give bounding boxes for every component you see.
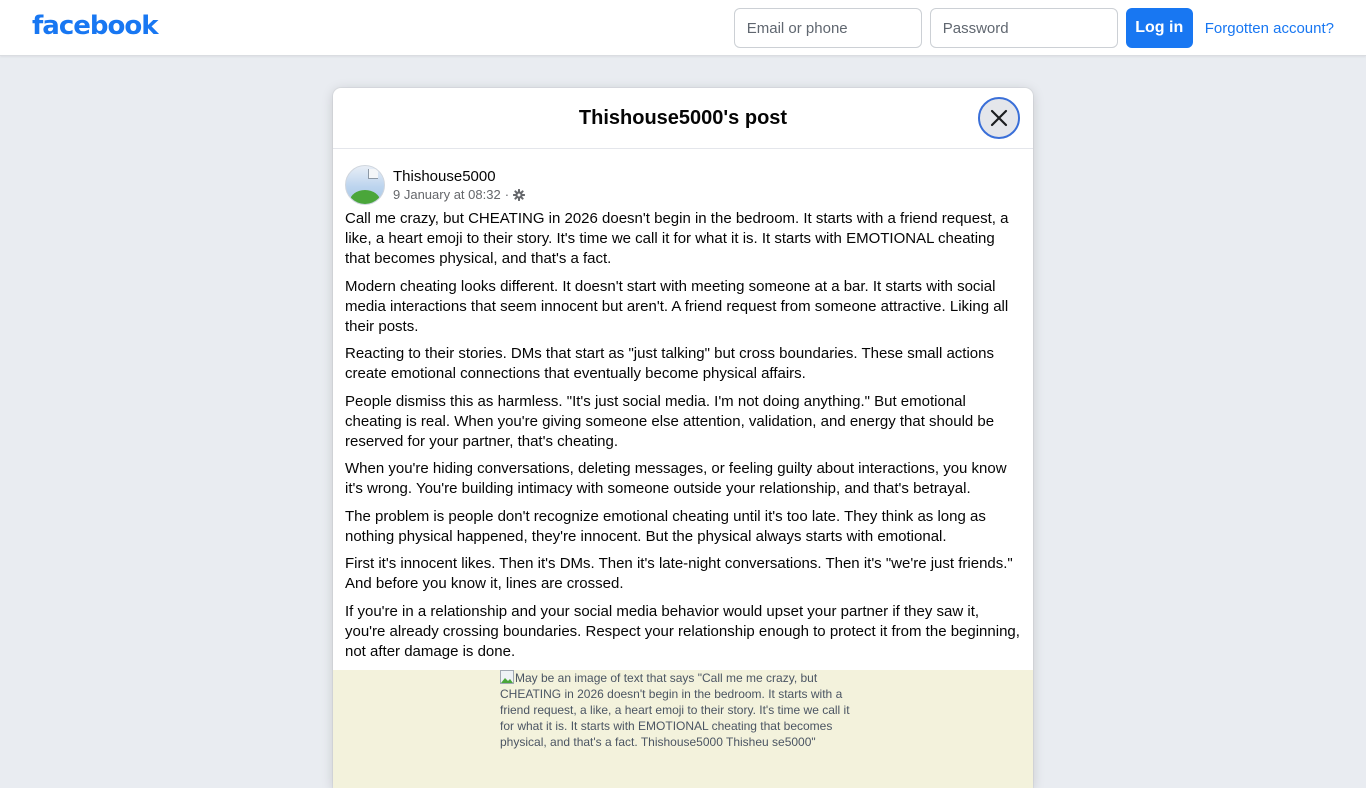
author-name[interactable]: Thishouse5000 [393, 167, 496, 185]
close-icon [990, 109, 1008, 127]
avatar[interactable] [345, 165, 385, 205]
post-paragraph: Modern cheating looks different. It doesn't start with meeting someone at a bar. It starts with social media interactions that seem innocent but aren't. A friend request from someone attractive. Liking all their posts. [345, 277, 1009, 335]
post-paragraph: Reacting to their stories. DMs that start as "just talking" but cross boundaries. These small actions create emotional connections that eventually become physical affairs. [345, 345, 994, 382]
post-paragraph: People dismiss this as harmless. "It's just social media. I'm not doing anything." But emotional cheating is real. When you're giving someone else attention, validation, and energy that should be reserved for your partner, that's cheating. [345, 392, 995, 450]
password-field[interactable] [930, 8, 1118, 48]
dialog-title: Thishouse5000's post [578, 106, 788, 129]
author-block [393, 167, 525, 204]
post-paragraph: The problem is people don't recognize emotional cheating until it's too late. They think as long as nothing physical happened, they're innocent. But the physical always starts with emotional. [345, 507, 986, 545]
top-nav-bar [0, 0, 1366, 56]
post-body [333, 209, 1033, 662]
close-button[interactable] [978, 97, 1020, 139]
post-paragraph: If you're in a relationship and your social media behavior would upset your partner if they saw it, you're already crossing boundaries. Respect your relationship enough to protect it from the beginning, not after damage is done. [345, 602, 1020, 660]
post-paragraph: First it's innocent likes. Then it's DMs. Then it's late-night conversations. Then it's "we're just friends." And before you know it, lines are crossed. [345, 555, 1013, 592]
post-paragraph: When you're hiding conversations, deleting messages, or feeling guilty about interactions, you know it's wrong. You're building intimacy with someone outside your relationship, and that's betrayal. [345, 460, 1007, 497]
post-meta [393, 186, 525, 204]
image-alt-text [500, 670, 860, 750]
forgotten-account-link[interactable]: Forgotten account? [1204, 19, 1334, 37]
broken-image-icon [500, 670, 514, 684]
facebook-logo[interactable]: facebook [32, 11, 158, 41]
post-dialog [333, 88, 1033, 788]
post-image[interactable] [333, 670, 1033, 788]
meta-separator: · [504, 186, 510, 202]
email-field[interactable] [734, 8, 922, 48]
broken-image-fold [368, 169, 378, 179]
post-timestamp[interactable]: 9 January at 08:32 [393, 186, 501, 202]
post-header [333, 149, 1033, 209]
dialog-header [333, 88, 1033, 149]
login-button[interactable]: Log in [1126, 8, 1193, 48]
alt-text-content: May be an image of text that says "Call me me crazy, but CHEATING in 2026 doesn't begin in the bedroom. It starts with a friend request, a like, a heart emoji to their story. It's time we call it for what it is. It starts with EMOTIONAL cheating that becomes physical, and that's a fact. Thishouse5000 Thisheu se5000" [500, 671, 850, 749]
login-form [734, 8, 1334, 48]
post-paragraph: Call me crazy, but CHEATING in 2026 doesn't begin in the bedroom. It starts with a friend request, a like, a heart emoji to their story. It's time we call it for what it is. It starts with EMOTIONAL cheating that becomes physical, and that's a fact. [345, 210, 1009, 267]
broken-image-hill [350, 190, 380, 205]
gear-icon[interactable] [513, 189, 525, 201]
